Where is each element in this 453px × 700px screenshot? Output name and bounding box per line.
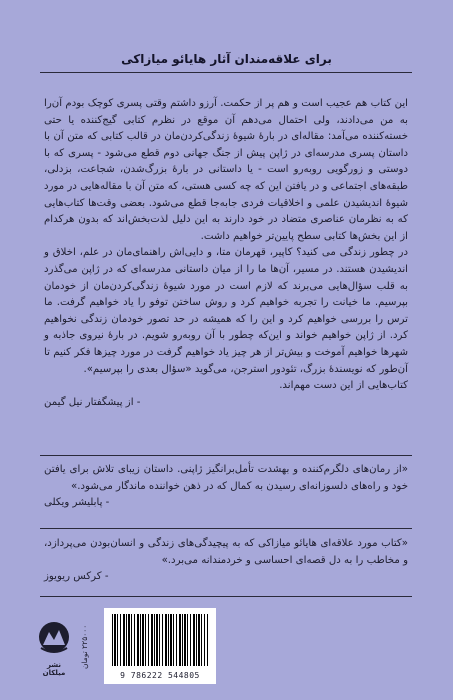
quote-1-text: «از رمان‌های دلگرم‌کننده و بهشدت تأمل‌برانگیز ژاپنی. داستان زیبای تلاش برای یافتن خود و راه‌های دلسوزانه‌ای رسیدن به کمال که در ذهن خواننده ماندگار می‌شود.» <box>44 464 408 492</box>
quote-2-text: «کتاب مورد علاقه‌ای هایائو میازاکی که به پیچیدگی‌های زندگی و انسان‌بودن می‌پردازد، و مخاطب را به دل قصه‌ای احساسی و خردمندانه می‌برد.» <box>44 538 408 566</box>
foreword-excerpt <box>44 96 408 411</box>
barcode-number: 9 786222 544805 <box>120 671 200 680</box>
quote-1-source: - پابلیشر ویکلی <box>44 497 110 509</box>
paragraph-1: این کتاب هم عجیب است و هم پر از حکمت. آرزو داشتم وقتی پسری کوچک بودم آن‌را به من می‌دادند، ولی احتمال می‌دهم آن موقع در نظرم کتابی گیج‌کننده یا حتی خسته‌کننده می‌آمد: مقاله‌ای در بارهٔ شیوهٔ زندگی‌کردن‌مان در قالب کتابی که متن آن با داستان پسری مدرسه‌ای در ژاپن پیش از جنگ جهانی دوم قطع می‌شود - پسری که با دوستی و زورگویی روبه‌رو است - یا داستانی در بارهٔ بزرگ‌شدن، شجاعت، بزدلی، طبقه‌های اجتماعی و در یافتن این که چه کسی هستی، که متن آن با مقاله‌هایی در مورد شیوهٔ اندیشیدن علمی و اخلاقیات فردی جابه‌جا قطع می‌شود. بعضی وقت‌ها کتاب‌هایی که به نظرمان عناصری متضاد در خود دارند به این دلیل لذت‌بخش‌اند که بدون هرکدام از این بخش‌ها کتابی سطح پایین‌تر خواهیم داشت. <box>44 98 408 242</box>
isbn-barcode <box>104 608 216 684</box>
quote-1 <box>44 462 408 512</box>
price-label: ۲۲۵۰۰۰ تومان <box>80 624 89 670</box>
barcode-bars <box>112 614 208 666</box>
paragraph-3: کتاب‌هایی از این دست مهم‌اند. <box>279 380 408 392</box>
publisher-logo <box>35 620 73 680</box>
divider-2 <box>40 528 412 529</box>
divider-3 <box>40 596 412 597</box>
paragraph-2: در چطور زندگی می کنید؟ کاپیر، قهرمان متا، و دایی‌اش راهنمای‌مان در علم، اخلاق و اندیشیدن هستند. در مسیر، آن‌ها ما را از میان داستانی مدرسه‌ای که در ژاپن می‌گذرد به قلب سؤال‌هایی می‌برند که لازم است در مورد شیوهٔ زندگی‌کردن‌مان از خودمان بپرسیم. ما خیانت را تجربه خواهیم کرد و روش ساختن توفو را یاد خواهیم گرفت. ما ترس را بررسی خواهیم کرد و این را که همیشه در حد تصور خودمان زندگی نخواهیم کرد. از ژاپن خواهیم خواند و این‌که چطور با آن روبه‌رو شویم. در بارهٔ نیروی جاذبه و شهرها خواهیم آموخت و بیش‌تر از هر چیز یاد خواهیم گرفت در مورد چیزها فکر کنیم تا آن‌طور که نویسندهٔ بزرگ، تئودور استرجن، می‌گوید «سؤال بعدی را بپرسیم». <box>44 247 408 375</box>
quote-2 <box>44 536 408 586</box>
publisher-logo-icon <box>37 620 71 660</box>
publisher-name: نشر میلکان <box>42 661 66 677</box>
foreword-signature: - از پیشگفتار نیل گیمن <box>44 396 141 408</box>
quote-2-source: - کرکس ریویوز <box>44 571 109 583</box>
blurb-title: برای علاقه‌مندان آثار هایائو میازاکی <box>121 52 332 66</box>
divider-1 <box>40 455 412 456</box>
